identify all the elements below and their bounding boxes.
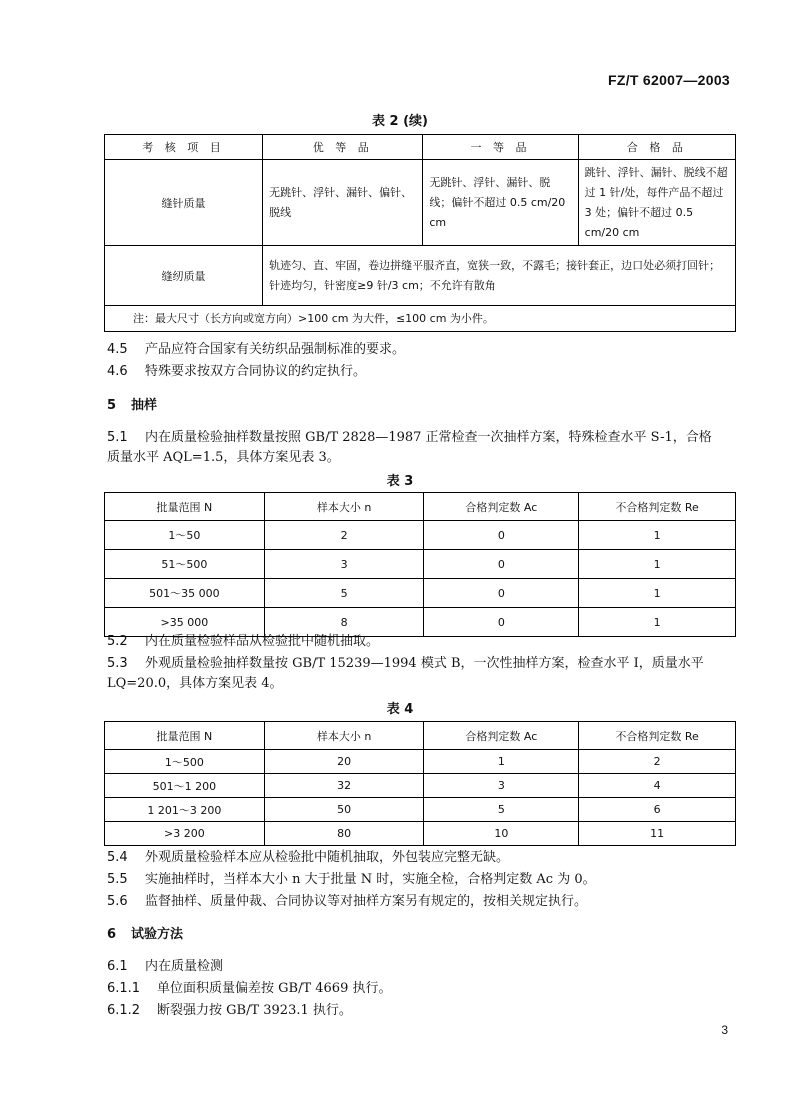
clause-number: 4.6 — [107, 364, 128, 379]
table-cell: 50 — [264, 798, 424, 822]
clause-5-4 — [107, 849, 509, 867]
table-row — [105, 160, 736, 246]
table2-note: 注：最大尺寸（长方向或宽方向）>100 cm 为大件，≤100 cm 为小件。 — [133, 311, 494, 325]
table-cell: 3 — [264, 550, 424, 579]
table2-note-row — [105, 306, 736, 332]
table4-caption: 表 4 — [386, 702, 414, 717]
table-cell: 5 — [424, 798, 579, 822]
clause-text: 单位面积质量偏差按 GB/T 4669 执行。 — [157, 981, 392, 996]
table-row — [105, 822, 736, 846]
table-cell: 1 — [579, 579, 736, 608]
table-cell: 0 — [424, 608, 579, 637]
table-cell: 0 — [424, 579, 579, 608]
table3-header-row — [105, 493, 736, 521]
table-cell: 1～500 — [105, 750, 265, 774]
clause-5-3-cont: LQ=20.0，具体方案见表 4。 — [107, 676, 283, 691]
clause-5-2 — [107, 633, 379, 651]
table2-cell — [578, 160, 735, 246]
clause-5-1-cont: 质量水平 AQL=1.5，具体方案见表 3。 — [107, 450, 340, 465]
table2-sewing-text: 轨迹匀、直、牢固，卷边拼缝平服齐直，宽狭一致，不露毛；接针套正，边口处必须打回针；针迹均匀，针密度≥9 针/3 cm；不允许有散角 — [269, 258, 721, 292]
table-cell: 51～500 — [105, 550, 265, 579]
table2-cell — [263, 246, 736, 306]
table-cell: 1 201～3 200 — [105, 798, 265, 822]
table-cell: 1 — [579, 521, 736, 550]
table2-caption: 表 2 (续) — [372, 114, 428, 129]
table-cell: 20 — [264, 750, 424, 774]
table2-cell — [423, 160, 578, 246]
clause-6-1 — [107, 958, 223, 976]
table-cell: 80 — [264, 822, 424, 846]
clause-5-3 — [107, 655, 704, 673]
table2-header: 一 等 品 — [423, 135, 578, 160]
table-cell: 1 — [424, 750, 579, 774]
clause-text: 产品应符合国家有关纺织品强制标准的要求。 — [145, 342, 406, 357]
section-number: 5 — [107, 398, 117, 413]
table3 — [104, 492, 736, 637]
clause-4-5 — [107, 341, 405, 359]
table-cell: >35 000 — [105, 608, 265, 637]
clause-text: 实施抽样时，当样本大小 n 大于批量 N 时，实施全检，合格判定数 Ac 为 0。 — [145, 872, 596, 887]
section-5-heading — [107, 397, 157, 415]
table-cell: 501～35 000 — [105, 579, 265, 608]
clause-4-6 — [107, 363, 366, 381]
section-6-heading — [107, 926, 183, 944]
table3-caption: 表 3 — [386, 474, 414, 489]
clause-number: 5.1 — [107, 430, 128, 445]
clause-text: 断裂强力按 GB/T 3923.1 执行。 — [157, 1003, 352, 1018]
table4-header: 批量范围 N — [105, 722, 265, 750]
clause-text: 特殊要求按双方合同协议的约定执行。 — [145, 364, 367, 379]
clause-number: 5.5 — [107, 872, 128, 887]
table-cell: 32 — [264, 774, 424, 798]
clause-text: 内在质量检验样品从检验批中随机抽取。 — [145, 634, 380, 649]
table2-excellent-text: 无跳针、浮针、漏针、偏针、脱线 — [269, 185, 413, 219]
table4-header: 不合格判定数 Re — [579, 722, 736, 750]
standard-code: FZ/T 62007—2003 — [607, 72, 730, 88]
table2-item: 缝针质量 — [105, 160, 263, 246]
clause-number: 5.2 — [107, 634, 128, 649]
clause-5-6 — [107, 893, 587, 911]
table-cell: 3 — [424, 774, 579, 798]
table4 — [104, 721, 736, 846]
table-cell: 4 — [579, 774, 736, 798]
table-cell: 501～1 200 — [105, 774, 265, 798]
table-cell: 1～50 — [105, 521, 265, 550]
section-title: 试验方法 — [131, 927, 184, 942]
table-cell: >3 200 — [105, 822, 265, 846]
table-row — [105, 750, 736, 774]
table-row — [105, 246, 736, 306]
table2-first-text: 无跳针、浮针、漏针、脱线；偏针不超过 0.5 cm/20 cm — [429, 175, 566, 229]
table-row — [105, 774, 736, 798]
clause-text: 内在质量检测 — [145, 959, 224, 974]
table4-header: 样本大小 n — [264, 722, 424, 750]
table-cell: 0 — [424, 521, 579, 550]
table-cell: 6 — [579, 798, 736, 822]
clause-number: 6.1 — [107, 959, 128, 974]
table-row — [105, 521, 736, 550]
table2-header: 合 格 品 — [578, 135, 735, 160]
clause-5-5 — [107, 871, 596, 889]
table2-qualified-text: 跳针、浮针、漏针、脱线不超过 1 针/处，每件产品不超过 3 处；偏针不超过 0.5 cm/20 cm — [584, 165, 728, 239]
table-row — [105, 579, 736, 608]
table3-header: 不合格判定数 Re — [579, 493, 736, 521]
table-row — [105, 550, 736, 579]
clause-number: 4.5 — [107, 342, 128, 357]
table-cell: 2 — [579, 750, 736, 774]
table-cell: 8 — [264, 608, 424, 637]
table3-header: 批量范围 N — [105, 493, 265, 521]
clause-5-1 — [107, 429, 712, 447]
table-row — [105, 798, 736, 822]
table4-header: 合格判定数 Ac — [424, 722, 579, 750]
table2-header: 考 核 项 目 — [105, 135, 263, 160]
table2-header: 优 等 品 — [263, 135, 423, 160]
clause-text: 监督抽样、质量仲裁、合同协议等对抽样方案另有规定的，按相关规定执行。 — [145, 894, 588, 909]
clause-6-1-1 — [107, 980, 391, 998]
table4-header-row — [105, 722, 736, 750]
page-number: 3 — [721, 1023, 728, 1037]
section-number: 6 — [107, 927, 117, 942]
table2-cell — [263, 160, 423, 246]
table-cell: 11 — [579, 822, 736, 846]
clause-6-1-2 — [107, 1002, 352, 1020]
table2 — [104, 134, 736, 332]
table-cell: 10 — [424, 822, 579, 846]
clause-text: 内在质量检验抽样数量按照 GB/T 2828—1987 正常检查一次抽样方案，特殊检查水平 S-1，合格 — [145, 430, 712, 445]
clause-text: 外观质量检验样本应从检验批中随机抽取，外包装应完整无缺。 — [145, 850, 510, 865]
table2-header-row — [105, 135, 736, 160]
clause-number: 5.6 — [107, 894, 128, 909]
section-title: 抽样 — [131, 398, 158, 413]
table-cell: 0 — [424, 550, 579, 579]
table2-note-cell — [105, 306, 736, 332]
clause-number: 6.1.1 — [107, 981, 141, 996]
table3-header: 样本大小 n — [264, 493, 424, 521]
table-cell: 1 — [579, 550, 736, 579]
table-cell: 5 — [264, 579, 424, 608]
clause-number: 6.1.2 — [107, 1003, 141, 1018]
table2-item: 缝纫质量 — [105, 246, 263, 306]
clause-number: 5.3 — [107, 656, 128, 671]
table-cell: 1 — [579, 608, 736, 637]
table3-header: 合格判定数 Ac — [424, 493, 579, 521]
table-cell: 2 — [264, 521, 424, 550]
clause-number: 5.4 — [107, 850, 128, 865]
clause-text: 外观质量检验抽样数量按 GB/T 15239—1994 模式 B，一次性抽样方案，检查水平 Ⅰ，质量水平 — [145, 656, 704, 671]
